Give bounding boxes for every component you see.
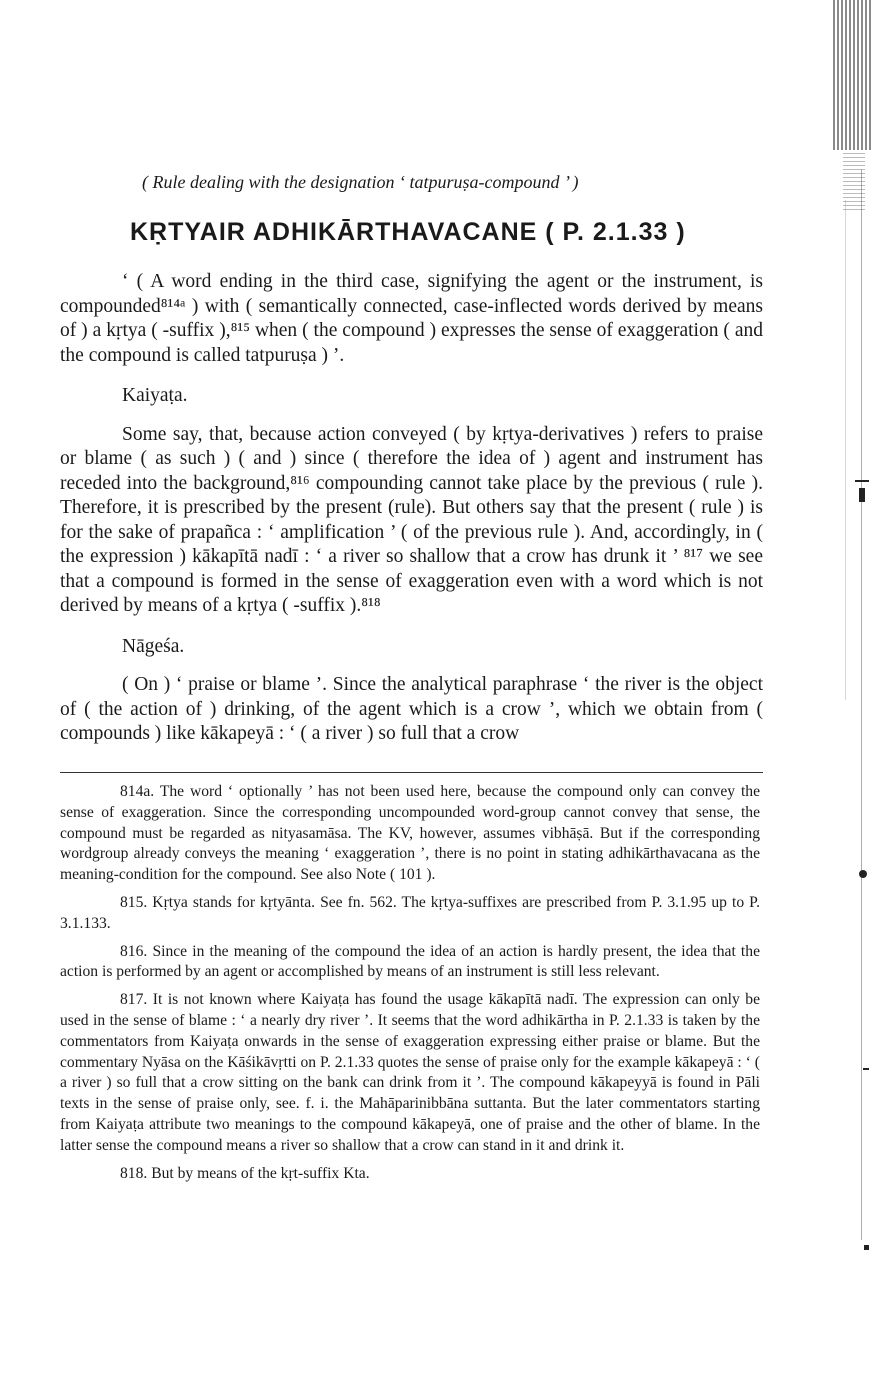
footnote-817: 817. It is not known where Kaiyaṭa has found the usage kākapītā nadī. The expression can only be used in the sense of blame : ‘ a nearly dry river ’. It seems that the word adhikārtha in P. 2.1.33 is taken by the commentators from Kaiyaṭa onwards in the sense of exaggeration expressing either praise or blame. But the commentary Nyāsa on the Kāśikāvṛtti on P. 2.1.33 quotes the sense of praise only for the example kākapeyā : ‘ ( a river ) so full that a crow sitting on the bank can drink from it ’. The compound kākapeyyā is found in Pāli texts in the sense of praise only, see. f. i. the Mahāparinibbāna suttanta. But the later commentators starting from Kaiyaṭa attribute two meanings to the compound kākapeyā, one of praise and the other of blame. In the latter sense the compound means a river so shallow that a crow can stand in it and drink it. [60, 991, 760, 1154]
footnote-divider [60, 772, 763, 773]
rule-caption: ( Rule dealing with the designation ‘ tatpuruṣa-compound ’ ) [142, 172, 579, 192]
rule-translation: ‘ ( A word ending in the third case, signifying the agent or the instrument, is compounded⁸¹⁴ᵃ ) with ( semantically connected, case-inflected words derived by means of ) a kṛtya ( -suffix ),⁸¹⁵ when ( the compound ) expresses the sense of exaggeration ( and the compound is called tatpuruṣa ) ’. [60, 271, 763, 366]
kaiyata-label: Kaiyaṭa. [122, 385, 188, 406]
footnote-816: 816. Since in the meaning of the compound the idea of an action is hardly present, the idea that the action is performed by an agent or accomplished by means of an instrument is still less relevant. [60, 942, 760, 981]
rule-heading: KṚTYAIR ADHIKĀRTHAVACANE ( P. 2.1.33 ) [130, 218, 686, 246]
footnote-815: 815. Kṛtya stands for kṛtyānta. See fn. 562. The kṛtya-suffixes are prescribed from P. 3.1.95 up to P. 3.1.133. [60, 893, 760, 932]
nagesa-paragraph: ( On ) ‘ praise or blame ’. Since the analytical paraphrase ‘ the river is the object of ( the action of ) drinking, of the agent which is a crow ’, which we obtain from ( compounds ) like kākapeyā : ‘ ( a river ) so full that a crow [60, 674, 763, 744]
footnotes [60, 782, 760, 1191]
main-text [60, 270, 763, 763]
footnote-814a: 814a. The word ‘ optionally ’ has not been used here, because the compound only can convey the sense of exaggeration. Since the corresponding uncompounded word-group cannot convey that sense, the compound must be regarded as nityasamāsa. The KV, however, assumes vibhāṣā. But if the corresponding wordgroup already conveys the meaning ‘ exaggeration ’, there is no point in stating adhikārthavacana as the meaning-condition for the compound. See also Note ( 101 ). [60, 783, 760, 884]
scan-edge-artifact [823, 0, 895, 1375]
footnote-818: 818. But by means of the kṛt-suffix Kta. [120, 1164, 370, 1182]
kaiyata-paragraph: Some say, that, because action conveyed ( by kṛtya-derivatives ) refers to praise or blame ( as such ) ( and ) since ( therefore the idea of ) agent and instrument has receded into the background,⁸¹⁶ compounding cannot take place by the previous ( rule ). Therefore, it is prescribed by the present (rule). But others say that the present ( rule ) is for the sake of prapañca : ‘ amplification ’ ( of the previous rule ). And, accordingly, in ( the expression ) kākapītā nadī : ‘ a river so shallow that a crow has drunk it ’ ⁸¹⁷ we see that a compound is formed in the sense of exaggeration even with a word which is not derived by means of a kṛtya ( -suffix ).⁸¹⁸ [60, 423, 763, 616]
nagesa-label: Nāgeśa. [122, 635, 185, 657]
